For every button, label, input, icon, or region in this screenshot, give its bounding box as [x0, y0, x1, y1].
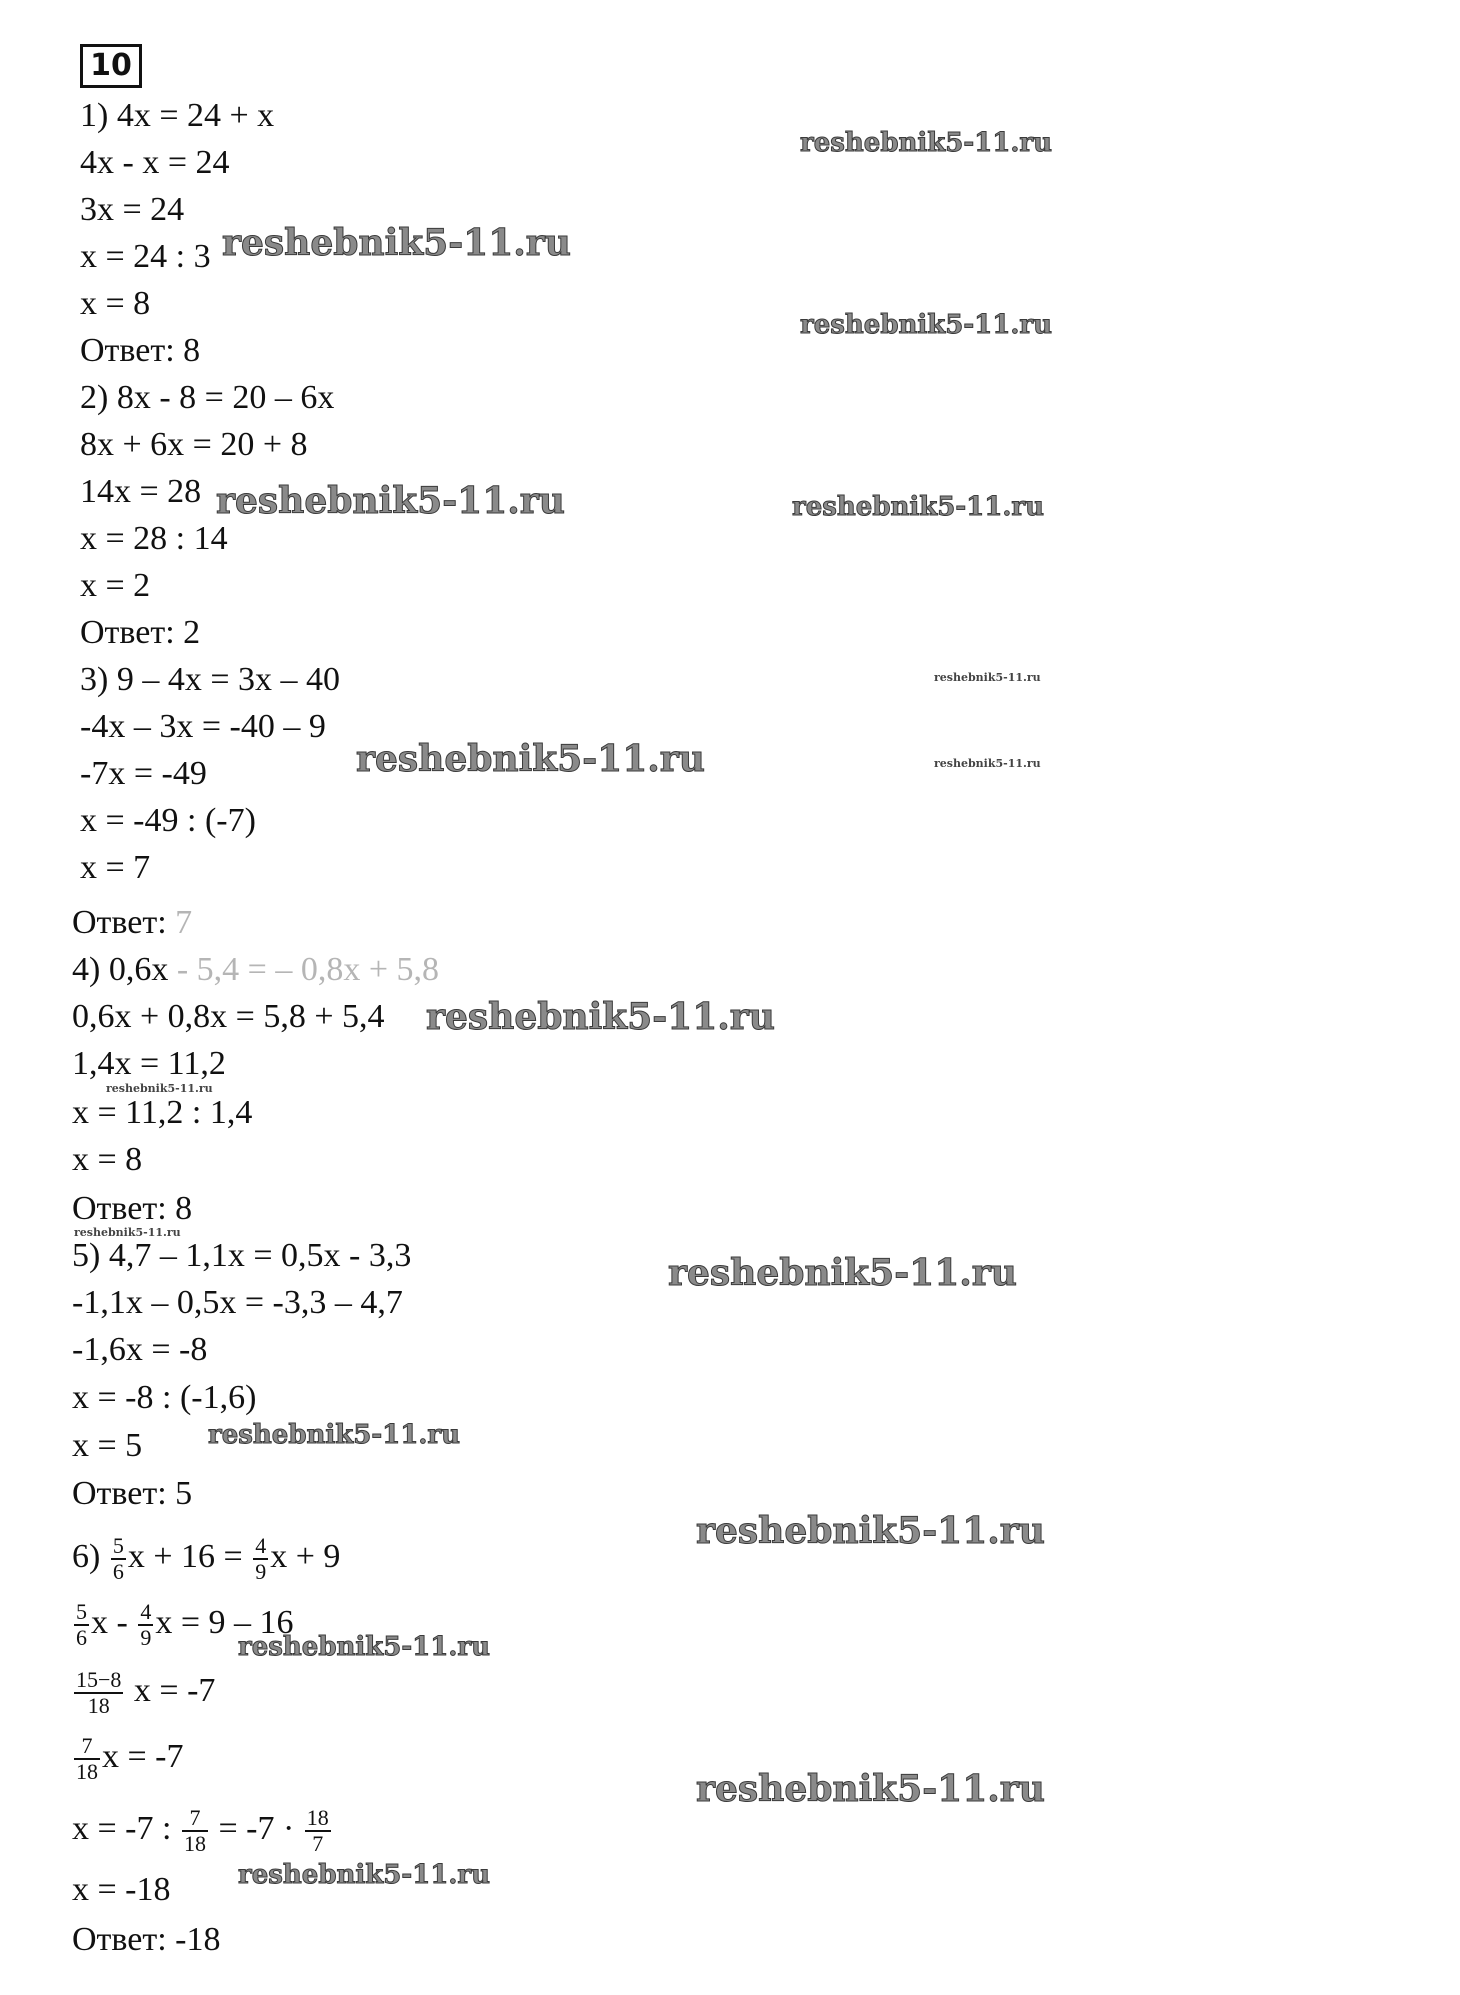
watermark: reshebnik5-11.ru — [696, 1510, 1045, 1552]
fraction — [74, 1734, 100, 1784]
expression-text: x = -7 : — [72, 1809, 180, 1847]
solution-line: -1,1x – 0,5x = -3,3 – 4,7 — [72, 1284, 403, 1321]
solution-line: -1,6x = -8 — [72, 1331, 208, 1368]
equation-right: - 5,4 = – 0,8x + 5,8 — [168, 951, 439, 988]
denominator: 6 — [76, 1625, 87, 1650]
expression-text: = -7 · — [209, 1809, 303, 1847]
watermark: reshebnik5-11.ru — [800, 128, 1053, 158]
denominator: 9 — [140, 1625, 152, 1650]
fraction — [182, 1806, 208, 1856]
solution-line: x = 11,2 : 1,4 — [72, 1094, 253, 1131]
solution-line: x = 2 — [80, 567, 151, 604]
solution-line — [72, 1668, 215, 1718]
watermark: reshebnik5-11.ru — [934, 757, 1041, 770]
solution-line: 3x = 24 — [80, 191, 185, 228]
expression-text: x = -7 — [102, 1737, 184, 1775]
solution-line: 3) 9 – 4x = 3x – 40 — [80, 661, 340, 698]
solution-line: 14x = 28 — [80, 473, 202, 510]
solution-line: x = 8 — [80, 285, 151, 322]
solution-line: x = -49 : (-7) — [80, 802, 256, 839]
solution-line: x = -8 : (-1,6) — [72, 1379, 257, 1416]
denominator: 6 — [112, 1559, 124, 1584]
solution-line: 2) 8x - 8 = 20 – 6x — [80, 379, 335, 416]
answer-line — [72, 903, 192, 943]
answer-label: Ответ: — [72, 904, 176, 941]
watermark: reshebnik5-11.ru — [208, 1420, 461, 1450]
solution-line: -4x – 3x = -40 – 9 — [80, 708, 326, 745]
numerator: 4 — [255, 1533, 267, 1558]
fraction — [305, 1806, 331, 1856]
solution-line: x = 24 : 3 — [80, 238, 211, 275]
denominator: 18 — [87, 1693, 110, 1718]
watermark: reshebnik5-11.ru — [792, 492, 1045, 522]
solution-line: 4x - x = 24 — [80, 144, 230, 181]
solution-line — [72, 1734, 184, 1784]
fraction — [74, 1600, 89, 1650]
solution-line — [72, 1534, 340, 1584]
watermark: reshebnik5-11.ru — [238, 1860, 491, 1890]
watermark: reshebnik5-11.ru — [426, 996, 775, 1038]
part-prefix: 6) — [72, 1537, 109, 1575]
solution-line: x = 5 — [72, 1427, 143, 1464]
solution-line: 1) 4x = 24 + x — [80, 97, 275, 134]
solution-line: 0,6x + 0,8x = 5,8 + 5,4 — [72, 998, 385, 1035]
solution-line: x = 8 — [72, 1141, 143, 1178]
answer-line: Ответ: 2 — [80, 614, 201, 651]
numerator: 7 — [182, 1806, 208, 1832]
solution-line: 5) 4,7 – 1,1x = 0,5x - 3,3 — [72, 1237, 412, 1274]
fraction — [111, 1534, 126, 1584]
watermark: reshebnik5-11.ru — [216, 480, 565, 522]
watermark: reshebnik5-11.ru — [696, 1768, 1045, 1810]
watermark: reshebnik5-11.ru — [356, 738, 705, 780]
denominator: 7 — [312, 1831, 324, 1856]
answer-line: Ответ: -18 — [72, 1921, 221, 1958]
watermark: reshebnik5-11.ru — [800, 310, 1053, 340]
numerator: 4 — [140, 1599, 152, 1624]
numerator: 18 — [306, 1805, 329, 1830]
answer-value: 7 — [175, 904, 193, 941]
equation-left: 4) 0,6x — [72, 951, 169, 988]
solution-line: x = 7 — [80, 849, 151, 886]
expression-text: x + 16 = — [127, 1537, 252, 1575]
numerator: 5 — [112, 1533, 124, 1558]
solution-line — [72, 950, 439, 990]
expression-text: x = -7 — [125, 1671, 216, 1709]
denominator: 18 — [183, 1831, 206, 1856]
solution-line: -7x = -49 — [80, 755, 207, 792]
solution-line: x = 28 : 14 — [80, 520, 228, 557]
answer-line: Ответ: 8 — [72, 1190, 193, 1227]
denominator: 9 — [255, 1559, 267, 1584]
solution-line: 8x + 6x = 20 + 8 — [80, 426, 308, 463]
watermark: reshebnik5-11.ru — [934, 671, 1041, 684]
fraction — [138, 1600, 153, 1650]
task-number-box: 10 — [80, 44, 142, 88]
solution-line: x = -18 — [72, 1871, 171, 1908]
solution-line: 1,4x = 11,2 — [72, 1045, 226, 1082]
watermark: reshebnik5-11.ru — [106, 1082, 213, 1095]
numerator: 7 — [74, 1734, 100, 1760]
expression-text: x - — [91, 1603, 137, 1641]
watermark: reshebnik5-11.ru — [222, 222, 571, 264]
watermark: reshebnik5-11.ru — [668, 1252, 1017, 1294]
solution-line — [72, 1806, 333, 1856]
fraction — [74, 1668, 123, 1718]
watermark: reshebnik5-11.ru — [238, 1632, 491, 1662]
expression-text: x = 9 – 16 — [155, 1603, 294, 1641]
numerator: 15−8 — [76, 1667, 122, 1692]
answer-line: Ответ: 8 — [80, 332, 201, 369]
fraction — [253, 1534, 268, 1584]
watermark: reshebnik5-11.ru — [74, 1226, 181, 1239]
denominator: 18 — [76, 1759, 98, 1784]
answer-line: Ответ: 5 — [72, 1475, 193, 1512]
expression-text: x + 9 — [270, 1537, 341, 1575]
numerator: 5 — [76, 1599, 87, 1624]
